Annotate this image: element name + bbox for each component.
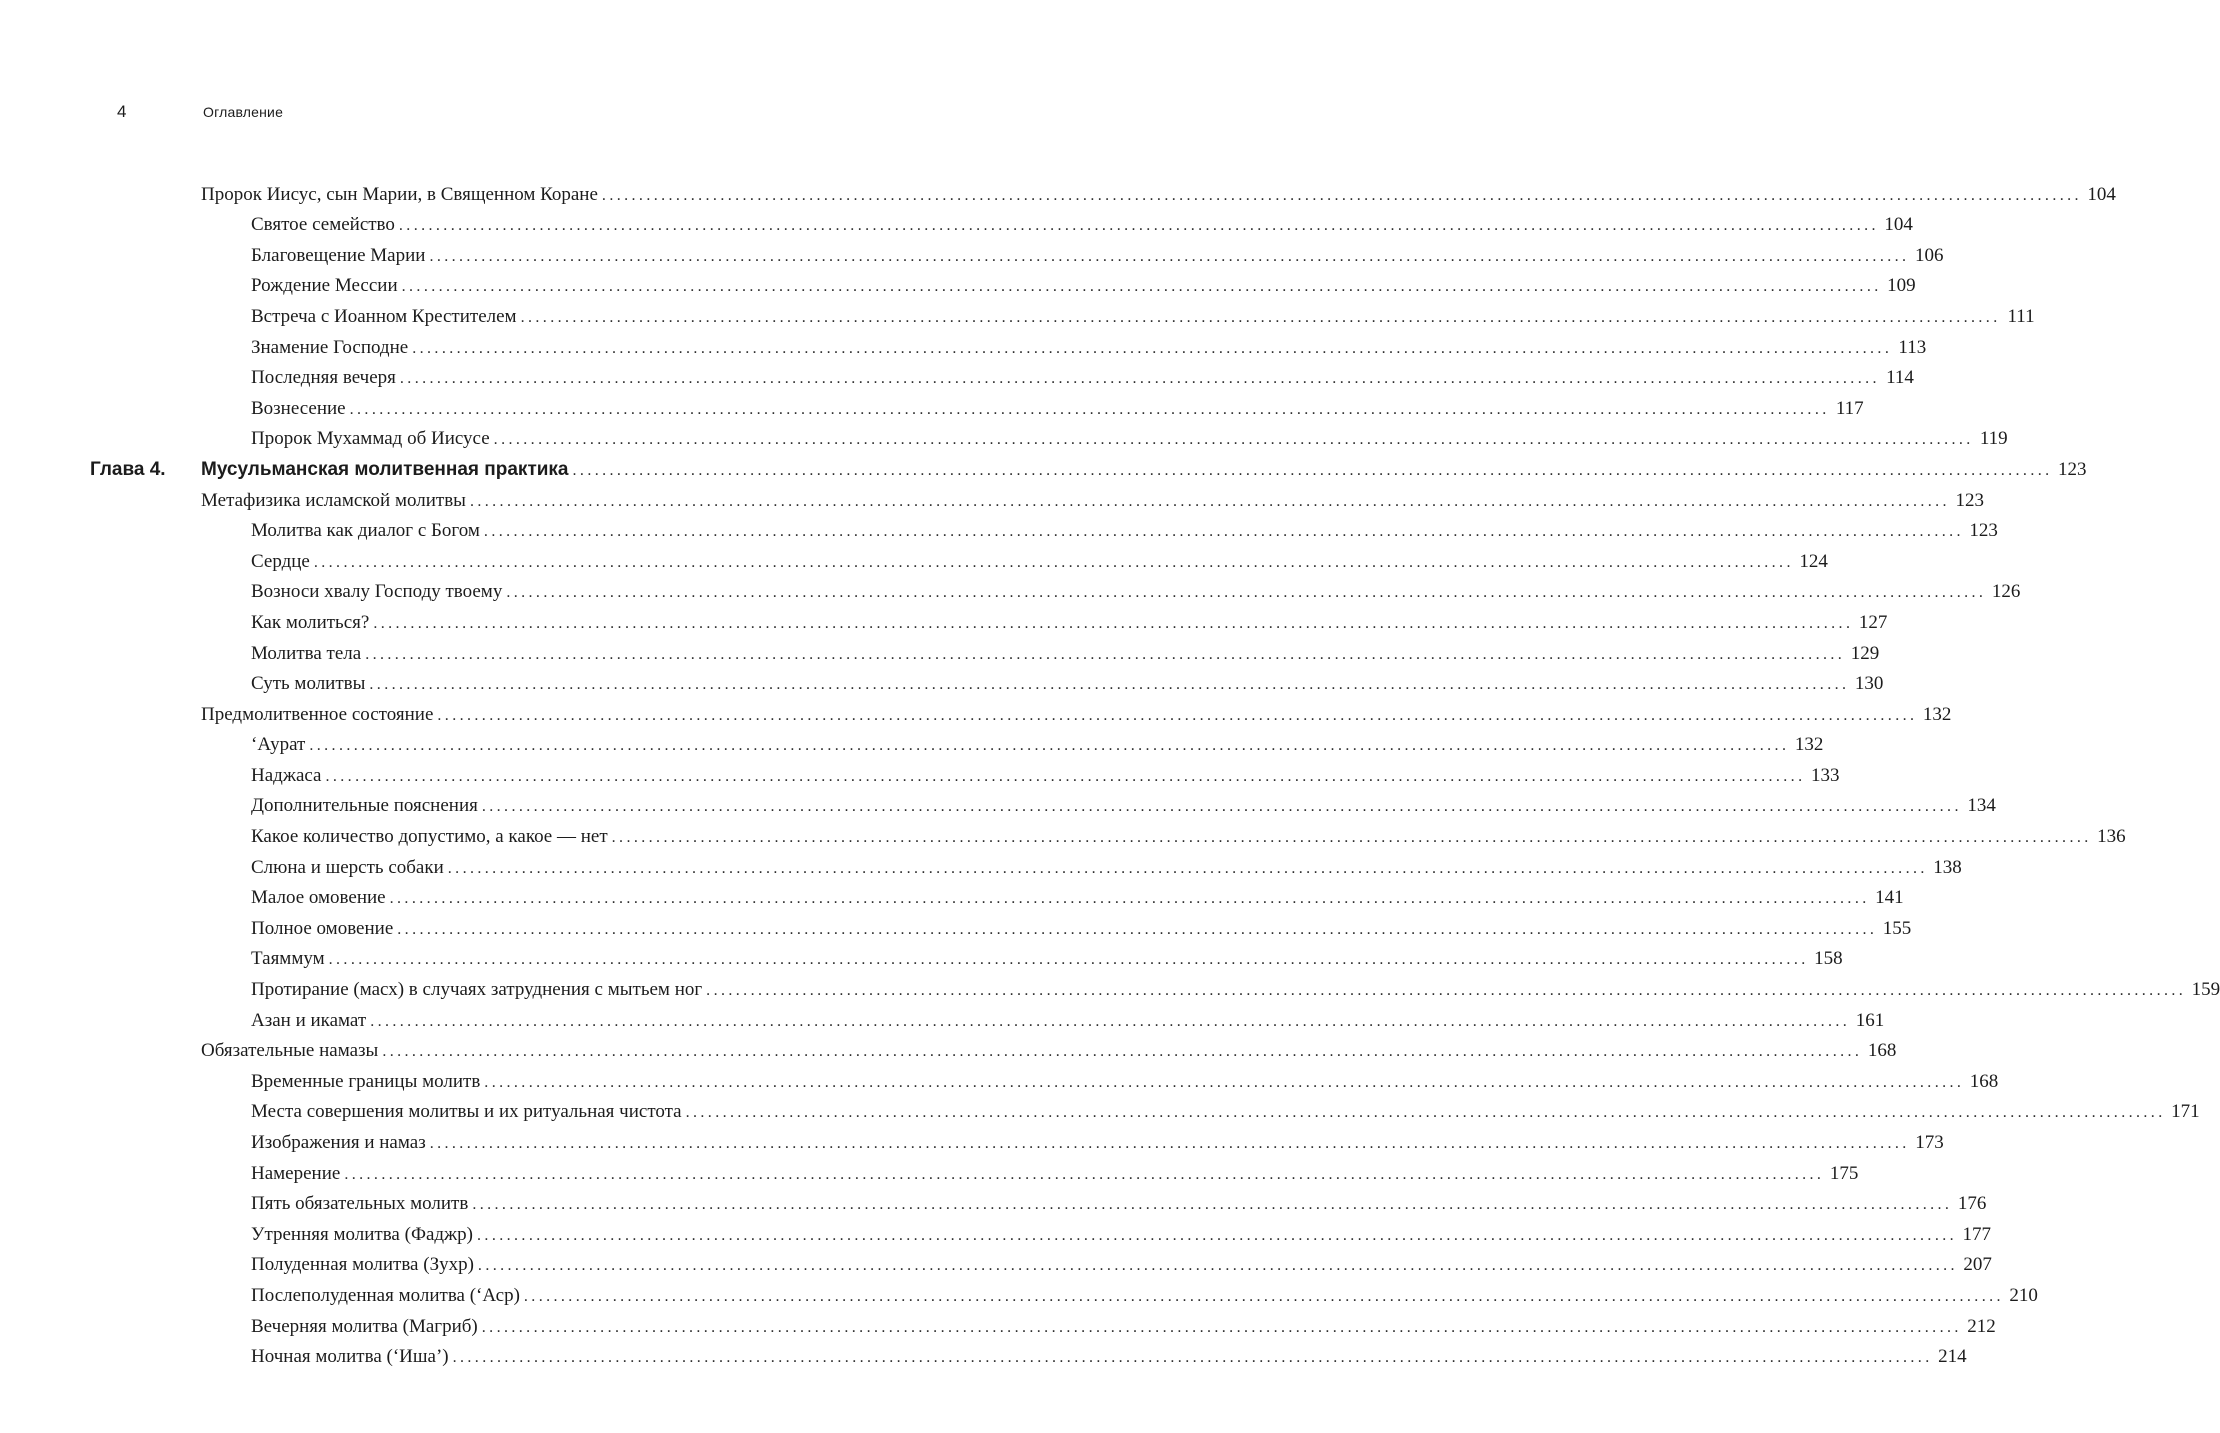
toc-subsection-entry — [0, 972, 2220, 1003]
toc-entry-title: Суть молитвы — [251, 673, 366, 695]
toc-subsection-entry — [0, 361, 1914, 392]
dot-leader: ........................................................................................................................................................................................................ — [481, 1318, 1962, 1336]
dot-leader: ........................................................................................................................................................................................................ — [328, 951, 1809, 969]
toc-entry-page: 124 — [1799, 550, 1828, 572]
dot-leader: ........................................................................................................................................................................................................ — [325, 767, 1806, 785]
dot-leader: ........................................................................................................................................................................................................ — [477, 1257, 1958, 1275]
toc-chapter-entry — [0, 452, 2087, 483]
toc-entry-page: 210 — [2009, 1284, 2038, 1306]
toc-entry-title: Сердце — [251, 550, 310, 572]
toc-section-entry — [0, 697, 1952, 728]
toc-entry-title: Метафизика исламской молитвы — [201, 489, 466, 511]
toc-entry-title: Какое количество допустимо, а какое — нет — [251, 826, 608, 848]
dot-leader: ........................................................................................................................................................................................................ — [382, 1043, 1863, 1061]
toc-subsection-entry — [0, 514, 1998, 545]
toc-entry-title: Вечерняя молитва (Магриб) — [251, 1315, 478, 1337]
toc-subsection-entry — [0, 636, 1880, 667]
dot-leader: ........................................................................................................................................................................................................ — [520, 308, 2001, 326]
toc-subsection-entry — [0, 1003, 1885, 1034]
dot-leader: ........................................................................................................................................................................................................ — [398, 217, 1879, 235]
toc-entry-title: Протирание (масх) в случаях затруднения с мытьем ног — [251, 979, 703, 1001]
toc-subsection-entry — [0, 1064, 1999, 1095]
dot-leader: ........................................................................................................................................................................................................ — [399, 370, 1880, 388]
toc-entry-page: 132 — [1922, 703, 1952, 725]
toc-subsection-entry — [0, 1095, 2200, 1126]
dot-leader: ........................................................................................................................................................................................................ — [523, 1287, 2004, 1305]
toc-entry-title: Встреча с Иоанном Крестителем — [251, 305, 517, 327]
toc-subsection-entry — [0, 330, 1927, 361]
toc-entry-page: 168 — [1867, 1040, 1897, 1062]
dot-leader: ........................................................................................................................................................................................................ — [389, 890, 1870, 908]
toc-entry-title: Утренняя молитва (Фаджр) — [251, 1223, 474, 1245]
toc-subsection-entry — [0, 819, 2126, 850]
toc-entry-page: 113 — [1898, 336, 1927, 358]
toc-entry-title: Обязательные намазы — [201, 1040, 379, 1062]
toc-section-entry — [0, 1034, 1897, 1065]
toc-entry-page: 123 — [1955, 489, 1984, 511]
toc-entry-title: Мусульманская молитвенная практика — [201, 458, 569, 480]
dot-leader: ........................................................................................................................................................................................................ — [429, 247, 1910, 265]
toc-entry-page: 159 — [2191, 979, 2220, 1001]
toc-subsection-entry — [0, 850, 1962, 881]
toc-entry-page: 161 — [1855, 1009, 1885, 1031]
toc-entry-page: 104 — [2087, 183, 2116, 205]
toc-entry-title: Пророк Иисус, сын Марии, в Священном Коране — [201, 183, 598, 205]
toc-entry-title: Слюна и шерсть собаки — [251, 856, 444, 878]
dot-leader: ........................................................................................................................................................................................................ — [706, 982, 2187, 1000]
dot-leader: ........................................................................................................................................................................................................ — [483, 523, 1964, 541]
toc-subsection-entry — [0, 605, 1888, 636]
dot-leader: ........................................................................................................................................................................................................ — [572, 461, 2053, 479]
toc-entry-title: ‘Аурат — [251, 734, 306, 756]
toc-entry-page: 126 — [1991, 581, 2021, 603]
toc-subsection-entry — [0, 1340, 1967, 1371]
toc-entry-page: 104 — [1884, 214, 1913, 236]
dot-leader: ........................................................................................................................................................................................................ — [369, 676, 1850, 694]
dot-leader: ........................................................................................................................................................................................................ — [685, 1104, 2166, 1122]
dot-leader: ........................................................................................................................................................................................................ — [481, 798, 1962, 816]
toc-subsection-entry — [0, 208, 1913, 239]
toc-entry-page: 212 — [1967, 1315, 1996, 1337]
toc-subsection-entry — [0, 1125, 1944, 1156]
dot-leader: ........................................................................................................................................................................................................ — [344, 1165, 1825, 1183]
toc-section-entry — [0, 483, 1984, 514]
toc-entry-page: 127 — [1858, 611, 1888, 633]
dot-leader: ........................................................................................................................................................................................................ — [472, 1196, 1953, 1214]
toc-entry-title: Последняя вечеря — [251, 367, 396, 389]
dot-leader: ........................................................................................................................................................................................................ — [313, 553, 1794, 571]
toc-subsection-entry — [0, 299, 2035, 330]
dot-leader: ........................................................................................................................................................................................................ — [370, 1012, 1851, 1030]
toc-entry-title: Послеполуденная молитва (‘Аср) — [251, 1284, 520, 1306]
toc-entry-page: 155 — [1882, 917, 1912, 939]
toc-subsection-entry — [0, 391, 1864, 422]
toc-entry-title: Как молиться? — [251, 611, 370, 633]
toc-subsection-entry — [0, 728, 1824, 759]
toc-entry-page: 136 — [2097, 826, 2126, 848]
toc-subsection-entry — [0, 1187, 1987, 1218]
dot-leader: ........................................................................................................................................................................................................ — [437, 706, 1918, 724]
toc-entry-page: 134 — [1967, 795, 1996, 817]
dot-leader: ........................................................................................................................................................................................................ — [309, 737, 1790, 755]
toc-entry-page: 214 — [1938, 1346, 1967, 1368]
dot-leader: ........................................................................................................................................................................................................ — [611, 829, 2092, 847]
toc-subsection-entry — [0, 881, 1904, 912]
toc-entry-title: Вознесение — [251, 397, 346, 419]
toc-entry-title: Благовещение Марии — [251, 244, 426, 266]
toc-subsection-entry — [0, 1156, 1859, 1187]
toc-entry-page: 168 — [1969, 1070, 1999, 1092]
toc-entry-page: 129 — [1850, 642, 1880, 664]
dot-leader: ........................................................................................................................................................................................................ — [397, 920, 1878, 938]
dot-leader: ........................................................................................................................................................................................................ — [506, 584, 1987, 602]
toc-subsection-entry — [0, 1278, 2038, 1309]
toc-entry-page: 114 — [1886, 367, 1914, 389]
toc-subsection-entry — [0, 758, 1840, 789]
toc-entry-page: 175 — [1829, 1162, 1859, 1184]
toc-subsection-entry — [0, 269, 1916, 300]
toc-entry-page: 171 — [2171, 1101, 2200, 1123]
toc-subsection-entry — [0, 1248, 1992, 1279]
dot-leader: ........................................................................................................................................................................................................ — [373, 614, 1854, 632]
toc-section-entry — [0, 177, 2116, 208]
toc-entry-page: 109 — [1887, 275, 1916, 297]
toc-entry-page: 133 — [1810, 764, 1840, 786]
toc-entry-title: Молитва как диалог с Богом — [251, 520, 480, 542]
toc-entry-page: 176 — [1957, 1193, 1987, 1215]
table-of-contents — [0, 177, 2220, 1370]
toc-subsection-entry — [0, 422, 2008, 453]
toc-entry-title: Ночная молитва (‘Иша’) — [251, 1346, 449, 1368]
toc-entry-page: 173 — [1915, 1132, 1944, 1153]
toc-entry-title: Святое семейство — [251, 214, 395, 236]
dot-leader: ........................................................................................................................................................................................................ — [447, 859, 1928, 877]
toc-entry-title: Рождение Мессии — [251, 275, 398, 297]
toc-entry-title: Молитва тела — [251, 642, 362, 664]
toc-entry-title: Дополнительные пояснения — [251, 795, 478, 817]
toc-subsection-entry — [0, 1309, 1996, 1340]
toc-entry-page: 158 — [1814, 948, 1843, 970]
dot-leader: ........................................................................................................................................................................................................ — [477, 1226, 1958, 1244]
toc-entry-title: Изображения и намаз — [251, 1132, 426, 1153]
toc-entry-title: Временные границы молитв — [251, 1070, 481, 1092]
toc-entry-page: 207 — [1963, 1254, 1992, 1276]
toc-entry-page: 177 — [1962, 1223, 1992, 1245]
toc-entry-title: Пророк Мухаммад об Иисусе — [251, 428, 490, 450]
dot-leader: ........................................................................................................................................................................................................ — [365, 645, 1846, 663]
dot-leader: ........................................................................................................................................................................................................ — [349, 400, 1830, 418]
toc-entry-page: 106 — [1914, 244, 1944, 266]
toc-entry-title: Знамение Господне — [251, 336, 409, 358]
chapter-label: Глава 4. — [90, 458, 166, 480]
toc-entry-title: Пять обязательных молитв — [251, 1193, 469, 1215]
dot-leader: ........................................................................................................................................................................................................ — [601, 186, 2082, 204]
running-head — [0, 100, 1000, 128]
toc-subsection-entry — [0, 575, 2021, 606]
toc-subsection-entry — [0, 789, 1996, 820]
toc-entry-page: 111 — [2007, 305, 2035, 327]
running-title: Оглавление — [203, 104, 284, 120]
toc-entry-page: 123 — [1969, 520, 1998, 542]
toc-entry-page: 117 — [1835, 397, 1864, 419]
toc-entry-title: Азан и икамат — [251, 1009, 367, 1031]
toc-entry-title: Таяммум — [251, 948, 325, 970]
toc-entry-title: Намерение — [251, 1162, 341, 1184]
dot-leader: ........................................................................................................................................................................................................ — [452, 1349, 1933, 1367]
toc-entry-title: Малое омовение — [251, 887, 386, 909]
toc-entry-title: Возноси хвалу Господу твоему — [251, 581, 503, 603]
toc-entry-page: 132 — [1794, 734, 1824, 756]
toc-entry-title: Места совершения молитвы и их ритуальная чистота — [251, 1101, 682, 1123]
dot-leader: ........................................................................................................................................................................................................ — [493, 431, 1974, 449]
toc-entry-page: 119 — [1979, 428, 2008, 450]
dot-leader: ........................................................................................................................................................................................................ — [469, 492, 1950, 510]
dot-leader: ........................................................................................................................................................................................................ — [429, 1135, 1910, 1152]
toc-entry-title: Полуденная молитва (Зухр) — [251, 1254, 474, 1276]
dot-leader: ........................................................................................................................................................................................................ — [401, 278, 1882, 296]
toc-entry-title: Полное омовение — [251, 917, 394, 939]
dot-leader: ........................................................................................................................................................................................................ — [412, 339, 1893, 357]
toc-subsection-entry — [0, 667, 1884, 698]
toc-entry-title: Наджаса — [251, 764, 322, 786]
toc-entry-page: 123 — [2058, 458, 2087, 480]
dot-leader: ........................................................................................................................................................................................................ — [484, 1073, 1965, 1091]
toc-entry-page: 138 — [1933, 856, 1962, 878]
page-number: 4 — [117, 102, 127, 121]
toc-subsection-entry — [0, 544, 1828, 575]
toc-subsection-entry — [0, 911, 1912, 942]
toc-entry-page: 141 — [1875, 887, 1904, 909]
toc-subsection-entry — [0, 942, 1843, 973]
toc-subsection-entry — [0, 1217, 1992, 1248]
toc-subsection-entry — [0, 238, 1944, 269]
toc-entry-page: 130 — [1854, 673, 1884, 695]
toc-entry-title: Предмолитвенное состояние — [201, 703, 434, 725]
